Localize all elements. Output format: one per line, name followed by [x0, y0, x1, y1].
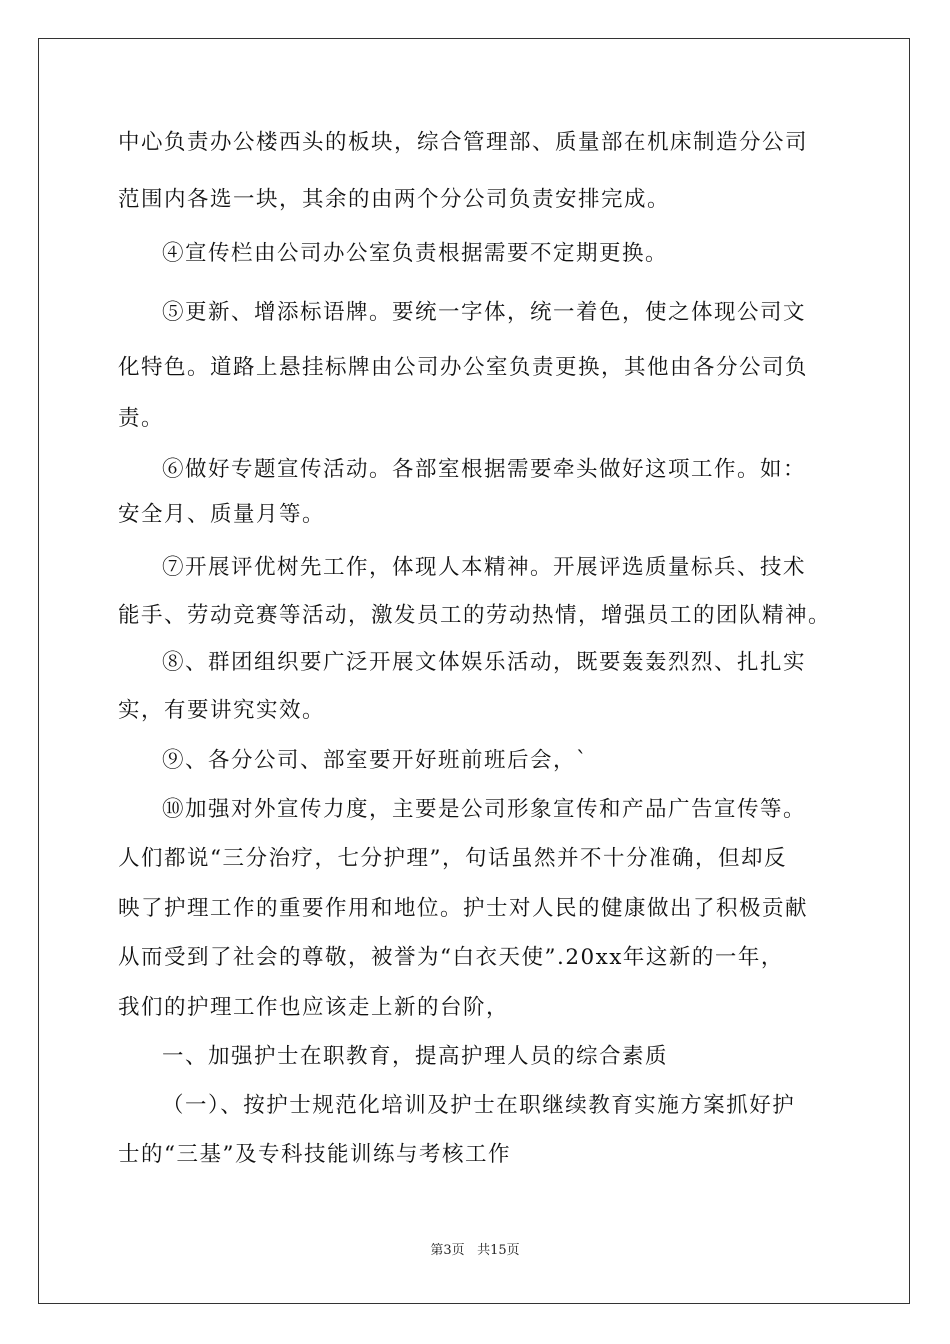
text-line: ⑥做好专题宣传活动。各部室根据需要牵头做好这项工作。如： [162, 457, 807, 482]
text-line: 安全月、质量月等。 [118, 502, 326, 527]
text-line: 能手、劳动竞赛等活动，激发员工的劳动热情，增强员工的团队精神。 [118, 603, 832, 628]
text-line: ⑦开展评优树先工作，体现人本精神。开展评选质量标兵、技术 [162, 555, 807, 580]
text-line: 范围内各选一块，其余的由两个分公司负责安排完成。 [118, 187, 671, 212]
text-line: ⑧、群团组织要广泛开展文体娱乐活动，既要轰轰烈烈、扎扎实 [162, 650, 807, 675]
text-line: ⑨、各分公司、部室要开好班前班后会，` [162, 748, 589, 773]
text-line: ④宣传栏由公司办公室负责根据需要不定期更换。 [162, 241, 669, 266]
text-line: 从而受到了社会的尊敬，被誉为“白衣天使”.20xx年这新的一年， [118, 945, 784, 970]
text-line: 映了护理工作的重要作用和地位。护士对人民的健康做出了积极贡献 [118, 896, 809, 921]
page-footer [0, 1243, 950, 1259]
text-line: 人们都说“三分治疗，七分护理”，句话虽然并不十分准确，但却反 [118, 846, 787, 871]
page-number: 第3页 [430, 1243, 465, 1258]
text-line: ⑤更新、增添标语牌。要统一字体，统一着色，使之体现公司文 [162, 300, 807, 325]
text-line: 我们的护理工作也应该走上新的台阶， [118, 995, 510, 1020]
page-total: 共15页 [477, 1243, 520, 1258]
text-line: 中心负责办公楼西头的板块，综合管理部、质量部在机床制造分公司 [118, 130, 809, 155]
section-heading: 一、加强护士在职教育，提高护理人员的综合素质 [162, 1044, 669, 1069]
subsection-heading: （一）、按护士规范化培训及护士在职继续教育实施方案抓好护 [162, 1093, 796, 1118]
text-line: 士的“三基”及专科技能训练与考核工作 [118, 1142, 511, 1167]
text-line: 实，有要讲究实效。 [118, 698, 326, 723]
text-line: ⑩加强对外宣传力度，主要是公司形象宣传和产品广告宣传等。 [162, 797, 807, 822]
text-line: 责。 [118, 406, 165, 431]
text-line: 化特色。道路上悬挂标牌由公司办公室负责更换，其他由各分公司负 [118, 355, 809, 380]
